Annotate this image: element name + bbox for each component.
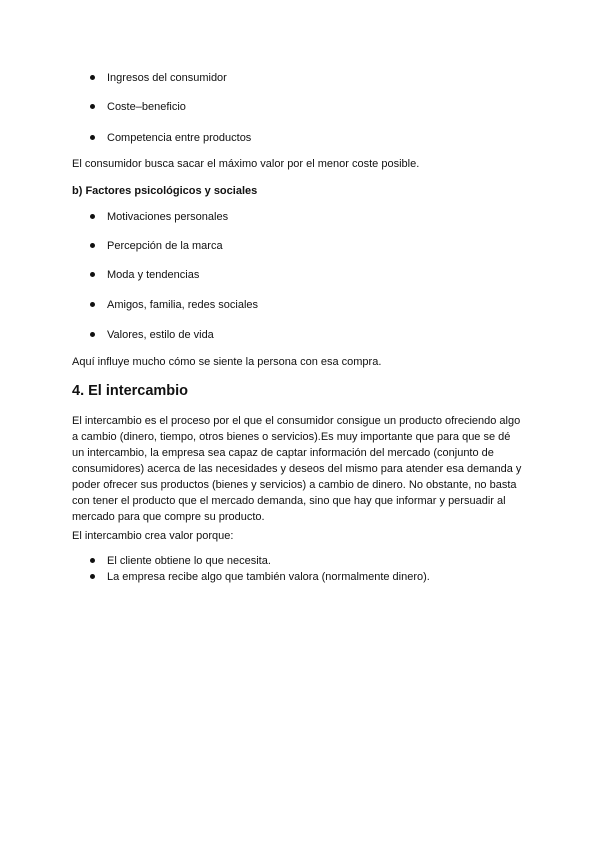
list-item-text: Valores, estilo de vida xyxy=(107,329,214,341)
paragraph-line: con tener el producto que el mercado demanda, sino que hay que informar y persuadir al xyxy=(72,495,506,507)
bullet-icon xyxy=(90,243,95,248)
paragraph: El intercambio crea valor porque: xyxy=(72,530,234,542)
bullet-icon xyxy=(90,135,95,140)
list-item xyxy=(90,209,228,225)
section-subheading: b) Factores psicológicos y sociales xyxy=(72,185,258,197)
list-item-text: Moda y tendencias xyxy=(107,269,200,281)
list-item-text: Motivaciones personales xyxy=(107,211,229,223)
paragraph-line: consumidores) acerca de las necesidades y deseos del mismo para atender esa demanda y xyxy=(72,463,522,475)
list-item-text: Competencia entre productos xyxy=(107,132,252,144)
section-heading: 4. El intercambio xyxy=(72,383,189,399)
bullet-icon xyxy=(90,574,95,579)
list-item xyxy=(90,553,271,569)
bullet-icon xyxy=(90,302,95,307)
paragraph: Aquí influye mucho cómo se siente la persona con esa compra. xyxy=(72,356,382,368)
bullet-icon xyxy=(90,272,95,277)
bullet-icon xyxy=(90,214,95,219)
paragraph-line: a cambio (dinero, tiempo, otros bienes o servicios).Es muy importante que para que se dé xyxy=(72,431,511,443)
paragraph-line: poder ofrecer sus productos (bienes y servicios) a cambio de dinero. No obstante, no basta xyxy=(72,479,517,491)
list-item xyxy=(90,569,430,585)
paragraph: El consumidor busca sacar el máximo valor por el menor coste posible. xyxy=(72,158,420,170)
paragraph-line: El intercambio es el proceso por el que el consumidor consigue un producto ofreciendo algo xyxy=(72,415,521,427)
list-item xyxy=(90,267,199,283)
list-item-text: La empresa recibe algo que también valora (normalmente dinero). xyxy=(107,571,430,583)
bullet-icon xyxy=(90,104,95,109)
intercambio-paragraph xyxy=(72,413,542,525)
list-item xyxy=(90,130,251,146)
list-item xyxy=(90,297,258,313)
list-item xyxy=(90,99,186,115)
list-item xyxy=(90,238,223,254)
list-item-text: Coste–beneficio xyxy=(107,101,186,113)
list-item xyxy=(90,327,214,343)
bullet-icon xyxy=(90,332,95,337)
paragraph-line: mercado para que compre su producto. xyxy=(72,511,265,523)
paragraph-line: un intercambio, la empresa sea capaz de captar información del mercado (conjunto de xyxy=(72,447,494,459)
list-item-text: Amigos, familia, redes sociales xyxy=(107,299,259,311)
bullet-icon xyxy=(90,75,95,80)
list-item xyxy=(90,70,227,86)
bullet-icon xyxy=(90,558,95,563)
list-item-text: El cliente obtiene lo que necesita. xyxy=(107,555,271,567)
list-item-text: Ingresos del consumidor xyxy=(107,72,227,84)
list-item-text: Percepción de la marca xyxy=(107,240,223,252)
